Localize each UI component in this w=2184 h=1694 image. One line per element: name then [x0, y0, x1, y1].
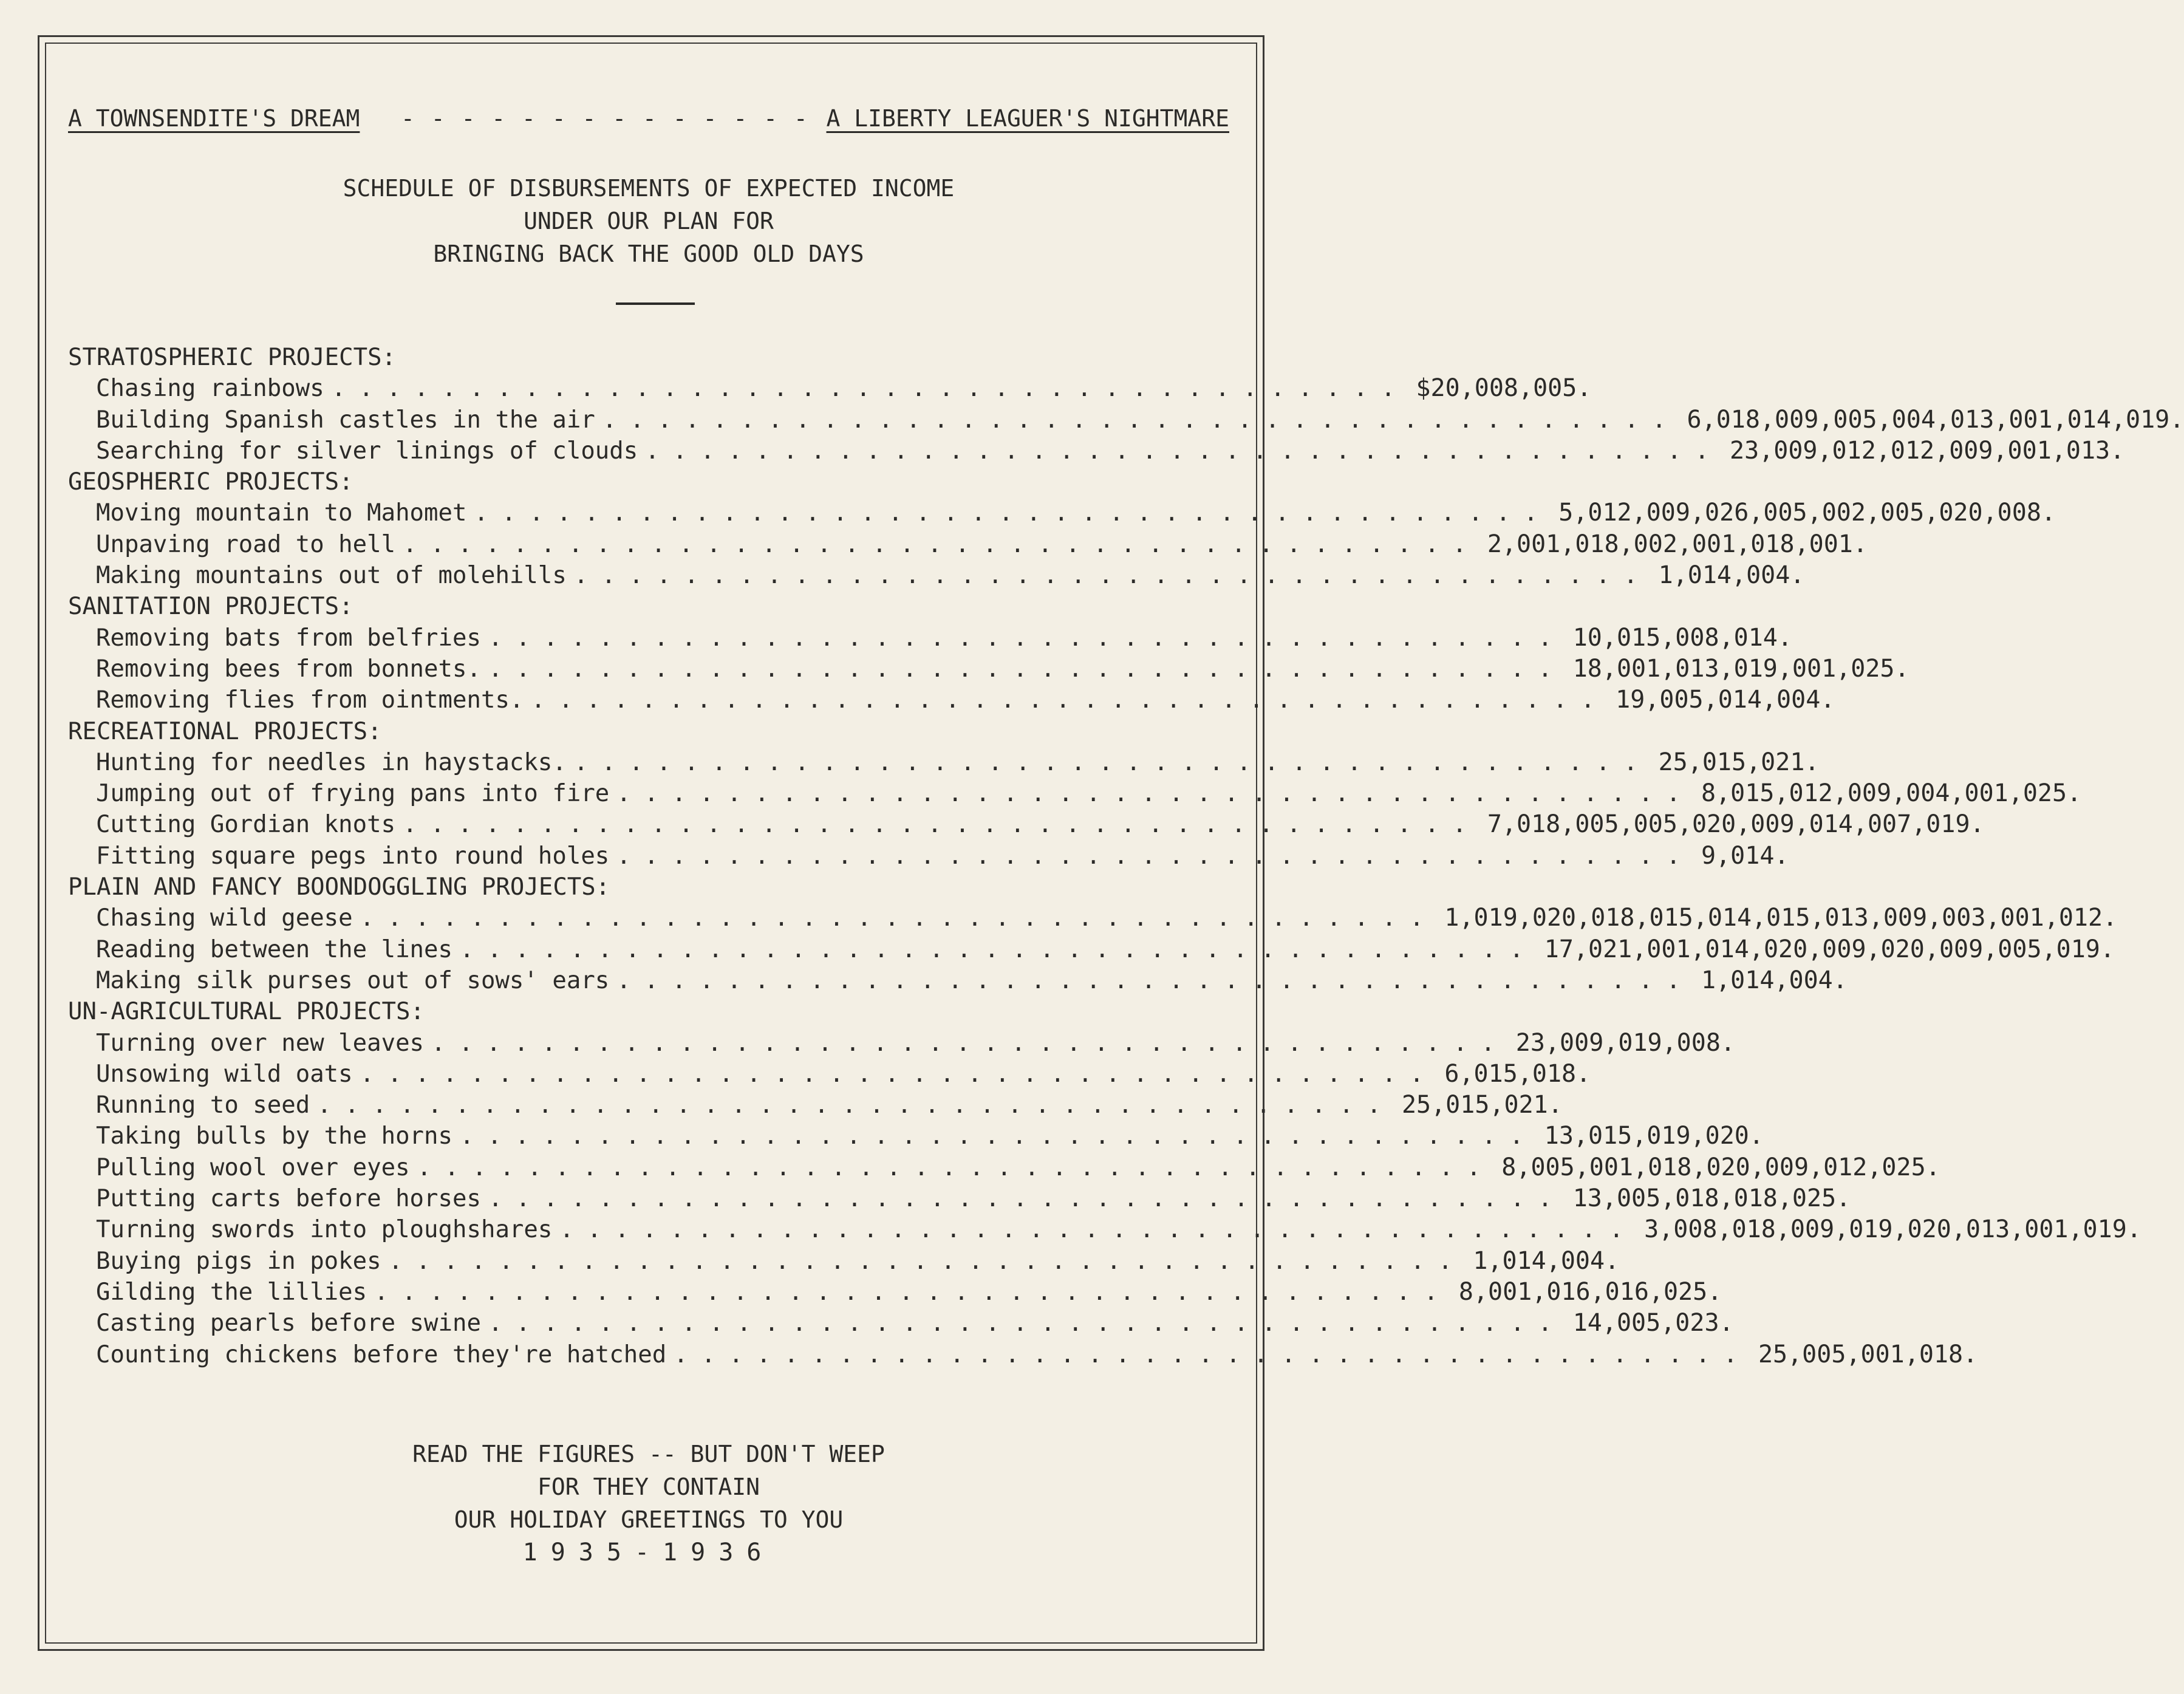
item-amount: 1,019,020,018,015,014,015,013,009,003,001,012. — [1444, 904, 2118, 932]
item-label: Moving mountain to Mahomet — [96, 499, 467, 527]
dot-leader: ....................................... — [616, 966, 1694, 994]
disbursement-schedule — [68, 342, 2184, 1370]
schedule-row — [68, 1090, 1563, 1121]
dot-leader: ....................................... — [488, 1310, 1566, 1337]
dot-leader: ....................................... — [317, 1091, 1394, 1119]
item-amount: 8,015,012,009,004,001,025. — [1701, 779, 2082, 808]
title-line: SCHEDULE OF DISBURSEMENTS OF EXPECTED INCOME — [343, 175, 955, 202]
item-label: Searching for silver linings of clouds — [96, 437, 638, 465]
schedule-row — [68, 809, 1985, 840]
schedule-row — [68, 1339, 1978, 1370]
item-label: Chasing wild geese — [96, 904, 353, 932]
dot-leader: ....................................... — [460, 1122, 1537, 1150]
item-amount: 17,021,001,014,020,009,020,009,005,019. — [1544, 935, 2115, 963]
item-amount: 14,005,023. — [1572, 1309, 1734, 1337]
header — [68, 103, 1229, 134]
item-label: Gilding the lillies — [96, 1278, 367, 1306]
item-amount: 23,009,019,008. — [1515, 1028, 1736, 1057]
item-amount: 1,014,004. — [1701, 966, 1848, 994]
schedule-row — [68, 497, 2056, 528]
dot-leader: ....................................... — [431, 1029, 1509, 1057]
schedule-row — [68, 435, 2125, 466]
dot-leader: ....................................... — [388, 1247, 1466, 1275]
dot-leader: ....................................... — [645, 437, 1722, 465]
item-amount: 1,014,004. — [1473, 1246, 1620, 1275]
item-label: Putting carts before horses — [96, 1185, 481, 1213]
schedule-row — [68, 1028, 1736, 1059]
item-amount: 3,008,018,009,019,020,013,001,019. — [1644, 1215, 2141, 1244]
item-amount: 18,001,013,019,001,025. — [1572, 654, 1909, 683]
item-label: Buying pigs in pokes — [96, 1247, 381, 1275]
dot-leader: ....................................... — [488, 655, 1566, 683]
schedule-row — [68, 965, 1848, 996]
schedule-row — [68, 1121, 1764, 1152]
dot-leader: ....................................... — [573, 748, 1651, 776]
schedule-row — [68, 623, 1792, 654]
item-label: Fitting square pegs into round holes — [96, 842, 610, 870]
dot-leader: ....................................... — [616, 780, 1694, 808]
schedule-row — [68, 560, 1805, 591]
header-left-title: A TOWNSENDITE'S DREAM — [68, 105, 360, 132]
header-right-title: A LIBERTY LEAGUER'S NIGHTMARE — [826, 105, 1229, 132]
item-label: Hunting for needles in haystacks. — [96, 748, 567, 776]
item-amount: 25,015,021. — [1658, 748, 1820, 776]
item-label: Removing bees from bonnets. — [96, 655, 481, 683]
footer-line: OUR HOLIDAY GREETINGS TO YOU — [454, 1506, 844, 1533]
item-amount: 7,018,005,005,020,009,014,007,019. — [1487, 810, 1985, 839]
dot-leader: ....................................... — [531, 686, 1609, 714]
schedule-row — [68, 1246, 1620, 1277]
item-label: Removing flies from ointments. — [96, 686, 524, 714]
schedule-row — [68, 405, 2184, 435]
item-label: Making mountains out of molehills — [96, 562, 567, 590]
item-amount: 8,001,016,016,025. — [1458, 1277, 1722, 1306]
schedule-row — [68, 1059, 1591, 1090]
dot-leader: ....................................... — [374, 1278, 1452, 1306]
category-heading: UN-AGRICULTURAL PROJECTS: — [68, 998, 425, 1026]
item-label: Jumping out of frying pans into fire — [96, 780, 610, 808]
header-dashes: - - - - - - - - - - - - - - — [401, 105, 809, 132]
schedule-row — [68, 1152, 1940, 1183]
schedule-row — [68, 1308, 1734, 1339]
item-label: Pulling wool over eyes — [96, 1153, 410, 1181]
schedule-row — [68, 841, 1789, 872]
schedule-title — [68, 172, 1229, 270]
footer-line: FOR THEY CONTAIN — [537, 1474, 760, 1500]
title-line: UNDER OUR PLAN FOR — [524, 208, 774, 234]
footer-years: 1935-1936 — [522, 1539, 775, 1566]
item-amount: 5,012,009,026,005,002,005,020,008. — [1558, 499, 2056, 527]
dot-leader: ....................................... — [488, 1185, 1566, 1213]
dot-leader: ....................................... — [602, 406, 1680, 434]
schedule-row — [68, 1214, 2141, 1245]
schedule-row — [68, 685, 1835, 716]
schedule-row — [68, 654, 1909, 685]
category-heading: STRATOSPHERIC PROJECTS: — [68, 344, 397, 371]
item-amount: 19,005,014,004. — [1616, 686, 1835, 714]
item-label: Unpaving road to hell — [96, 530, 396, 558]
item-amount: 6,018,009,005,004,013,001,014,019. — [1687, 405, 2184, 434]
item-amount: 13,005,018,018,025. — [1572, 1184, 1851, 1213]
schedule-row — [68, 1183, 1851, 1214]
item-amount: 6,015,018. — [1444, 1059, 1591, 1088]
item-label: Taking bulls by the horns — [96, 1122, 452, 1150]
item-label: Casting pearls before swine — [96, 1310, 481, 1337]
item-amount: 9,014. — [1701, 841, 1789, 870]
schedule-row — [68, 373, 1592, 404]
dot-leader: ....................................... — [616, 842, 1694, 870]
dot-leader: ....................................... — [417, 1153, 1495, 1181]
dot-leader: ....................................... — [360, 904, 1438, 932]
item-label: Making silk purses out of sows' ears — [96, 966, 610, 994]
footer-greeting — [68, 1438, 1229, 1569]
footer-line: READ THE FIGURES -- BUT DON'T WEEP — [412, 1441, 885, 1467]
item-amount: 25,005,001,018. — [1758, 1340, 1978, 1368]
schedule-row — [68, 747, 1820, 778]
item-amount: 8,005,001,018,020,009,012,025. — [1501, 1153, 1940, 1181]
item-amount: 10,015,008,014. — [1572, 623, 1792, 652]
item-label: Cutting Gordian knots — [96, 811, 396, 839]
dot-leader: ....................................... — [488, 624, 1566, 652]
dot-leader: ....................................... — [460, 935, 1537, 963]
schedule-row — [68, 934, 2115, 965]
item-label: Chasing rainbows — [96, 375, 324, 403]
item-amount: 23,009,012,012,009,001,013. — [1729, 436, 2125, 465]
item-label: Building Spanish castles in the air — [96, 406, 595, 434]
item-label: Counting chickens before they're hatched — [96, 1341, 667, 1368]
schedule-row — [68, 903, 2118, 934]
category-heading: GEOSPHERIC PROJECTS: — [68, 468, 353, 496]
item-label: Unsowing wild oats — [96, 1060, 353, 1088]
item-label: Turning over new leaves — [96, 1029, 425, 1057]
dot-leader: ....................................... — [331, 375, 1409, 403]
item-label: Turning swords into ploughshares — [96, 1216, 553, 1244]
dot-leader: ....................................... — [559, 1216, 1637, 1244]
category-heading: SANITATION PROJECTS: — [68, 593, 353, 621]
schedule-row — [68, 529, 1868, 560]
item-label: Removing bats from belfries — [96, 624, 481, 652]
dot-leader: ....................................... — [403, 811, 1480, 839]
schedule-row — [68, 778, 2082, 809]
item-amount: 1,014,004. — [1658, 561, 1805, 590]
dot-leader: ....................................... — [573, 562, 1651, 590]
dot-leader: ....................................... — [360, 1060, 1438, 1088]
dot-leader: ....................................... — [674, 1341, 1751, 1368]
item-label: Running to seed — [96, 1091, 310, 1119]
item-amount: $20,008,005. — [1416, 374, 1592, 403]
schedule-row — [68, 1277, 1722, 1308]
dot-leader: ....................................... — [403, 530, 1480, 558]
item-label: Reading between the lines — [96, 935, 452, 963]
category-heading: RECREATIONAL PROJECTS: — [68, 717, 382, 745]
dot-leader: ....................................... — [474, 499, 1552, 527]
category-heading: PLAIN AND FANCY BOONDOGGLING PROJECTS: — [68, 873, 610, 901]
divider-rule — [616, 302, 695, 305]
title-line: BRINGING BACK THE GOOD OLD DAYS — [433, 241, 864, 267]
item-amount: 25,015,021. — [1401, 1091, 1563, 1119]
item-amount: 13,015,019,020. — [1544, 1122, 1764, 1150]
item-amount: 2,001,018,002,001,018,001. — [1487, 530, 1868, 558]
